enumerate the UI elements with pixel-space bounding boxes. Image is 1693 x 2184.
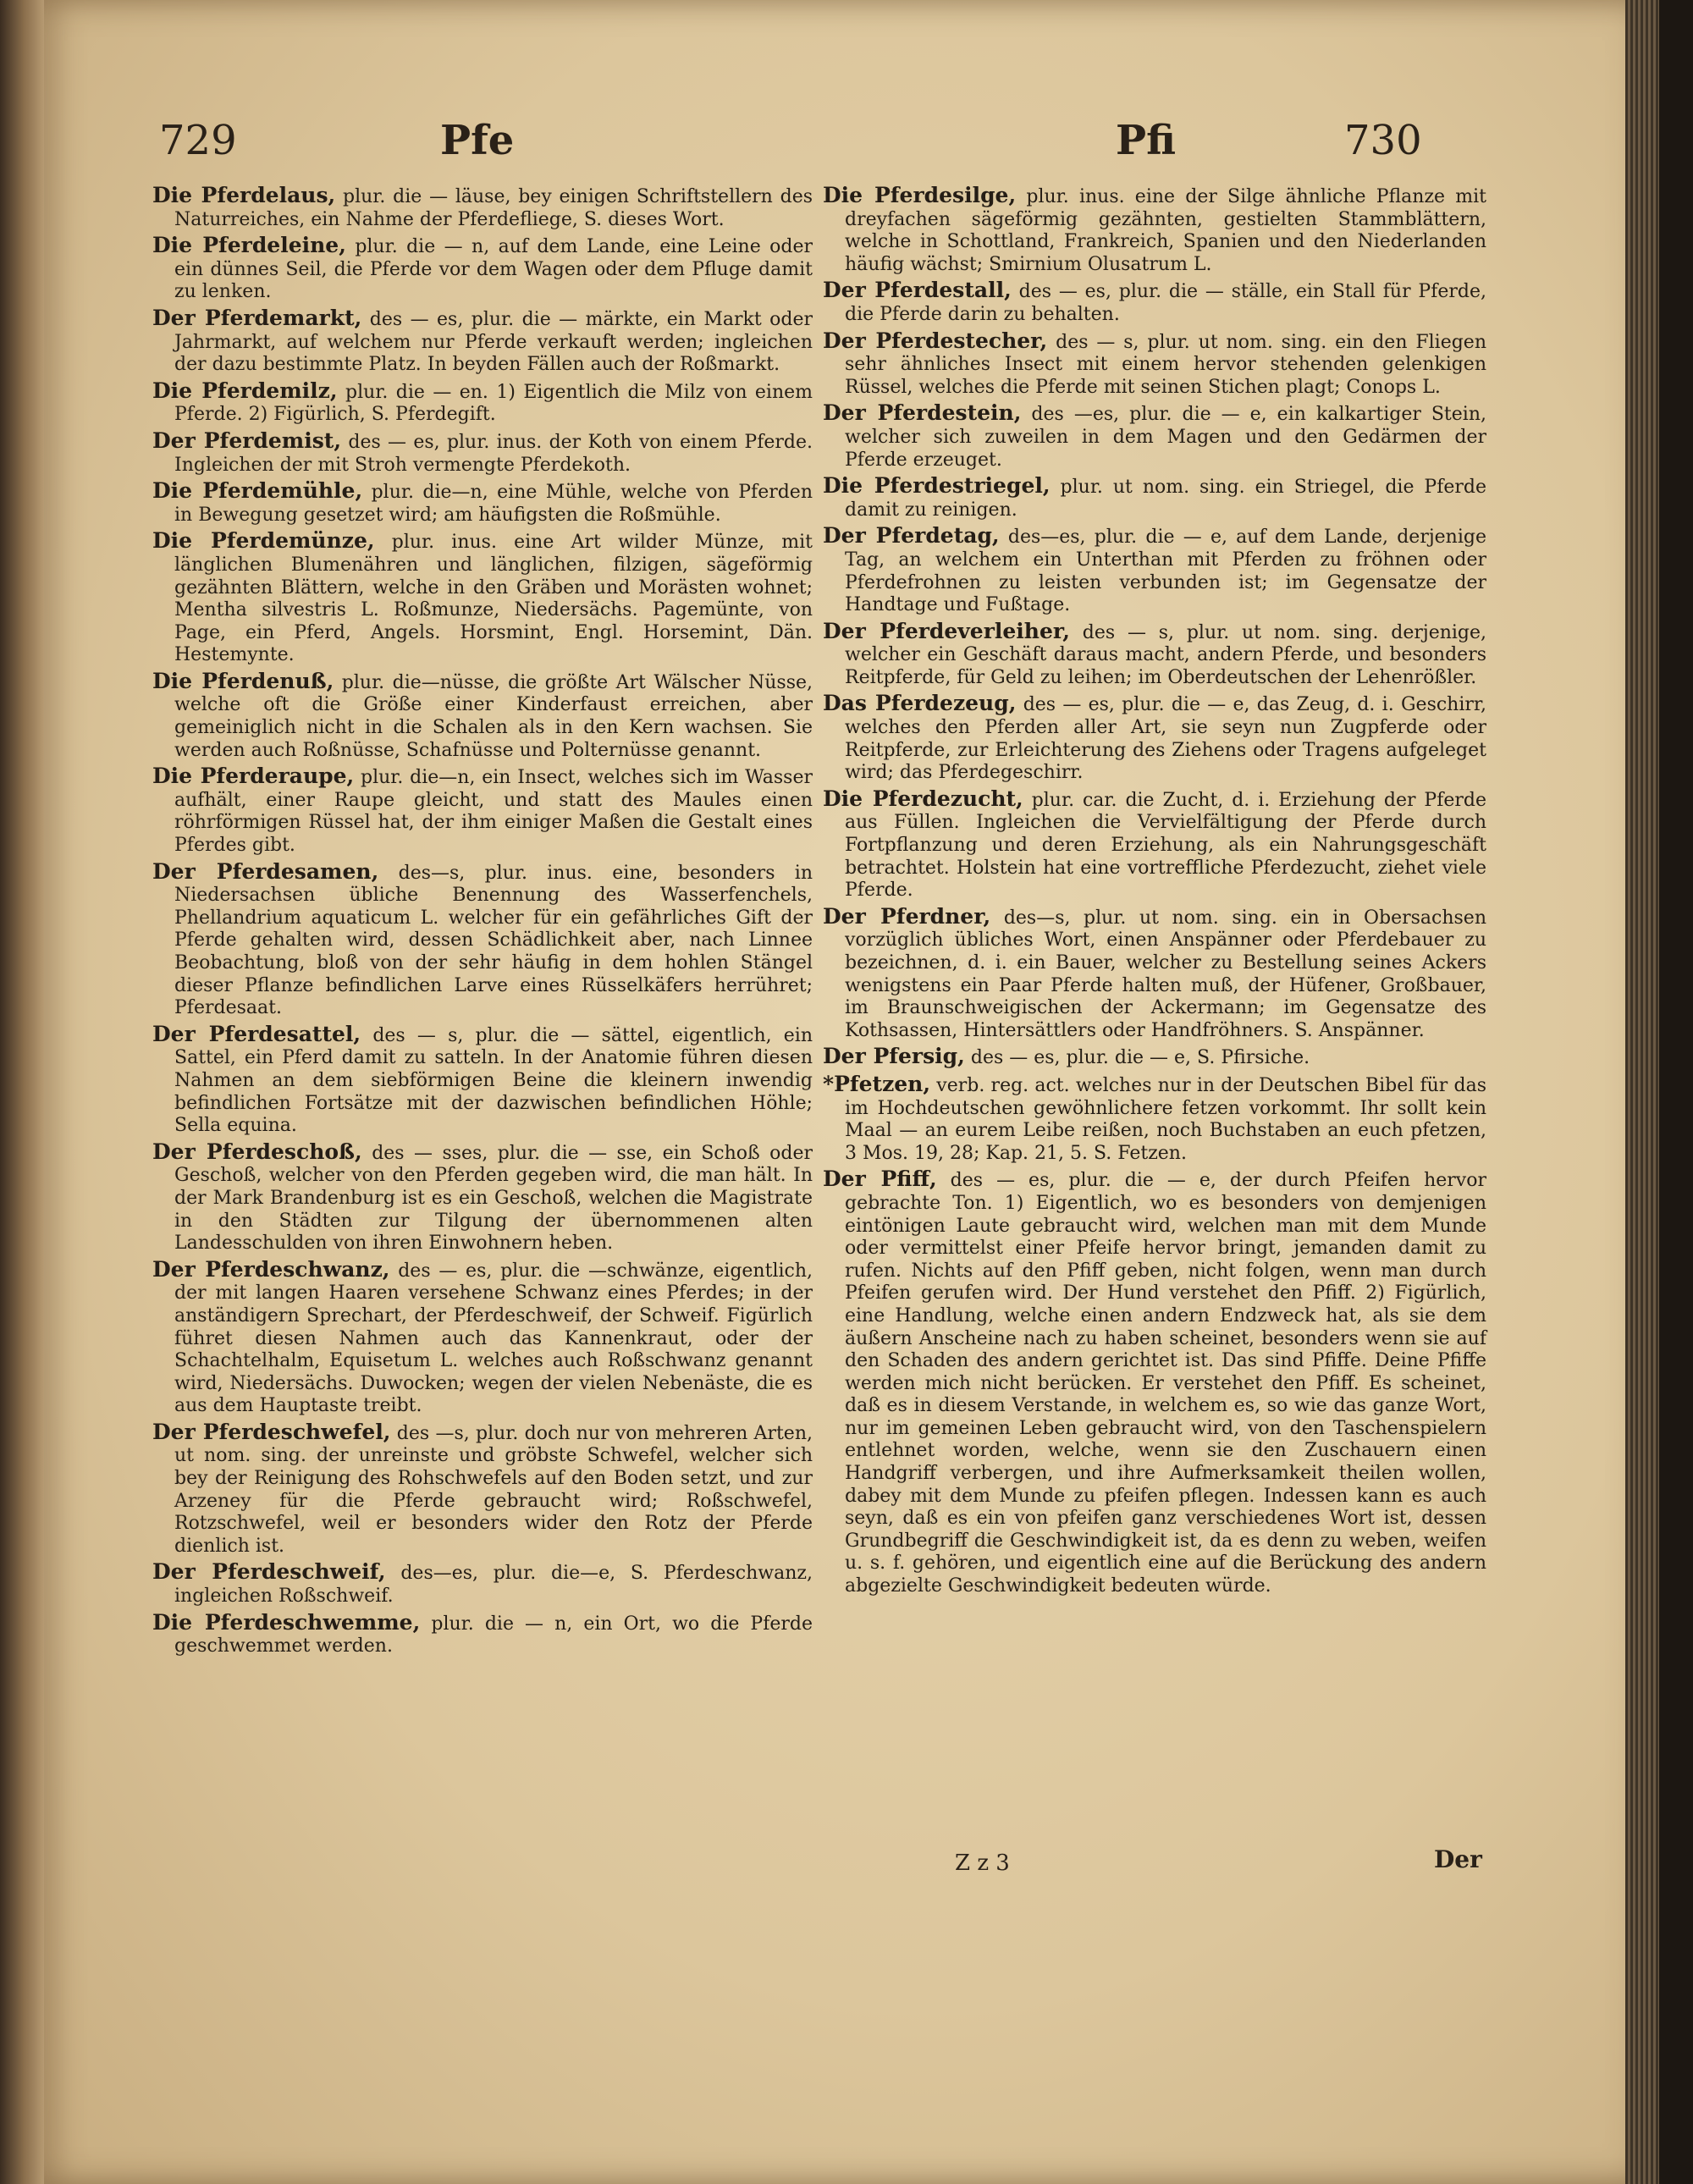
entry-headword: Die Pferdestriegel, bbox=[823, 473, 1051, 499]
entry-text: des—s, plur. ut nom. sing. ein in Obersachsen vorzüglich übliches Wort, einen Anspänner oder Pferdebauer zu bezeichnen, d. i. ein Bauer, welcher zu Bestellung seines Ackers wenigstens ein Paar Pferde halten muß, der Hüfener, Großbauer, im Braunschweigischen der Ackermann; im Gegensatze des Kothsassen, Hintersättlers oder Handfröhners. S. Anspänner. bbox=[845, 907, 1486, 1041]
entry-text: des —es, plur. die — e, ein kalkartiger Stein, welcher sich zuweilen in dem Magen und den Gedärmen der Pferde erzeuget. bbox=[845, 404, 1486, 471]
entry-headword: Der Pferdemarkt, bbox=[152, 305, 362, 330]
entry-text: des — s, plur. ut nom. sing. ein den Fliegen sehr ähnliches Insect mit einem hervor stehenden gelenkigen Rüssel, welches die Pferde mit seinen Stichen plagt; Conops L. bbox=[845, 331, 1486, 398]
entry-headword: Der Pferdeschweif, bbox=[152, 1559, 386, 1585]
signature-mark: Z z 3 bbox=[955, 1850, 1010, 1876]
dictionary-entry bbox=[823, 1045, 1486, 1070]
entry-text: des — s, plur. ut nom. sing. derjenige, welcher ein Geschäft daraus macht, andern Pferde, und besonders Reitpferde, für Geld zu leihen; im Oberdeutschen der Lehenrößler. bbox=[845, 621, 1487, 688]
entry-text: plur. die — en. 1) Eigentlich die Milz von einem Pferde. 2) Figürlich, S. Pferdegift. bbox=[174, 381, 813, 426]
entry-text: des — es, plur. die — ställe, ein Stall für Pferde, die Pferde darin zu behalten. bbox=[845, 281, 1486, 325]
dictionary-entry bbox=[823, 903, 1486, 1043]
book-spine-shadow bbox=[0, 0, 44, 2184]
dictionary-entry bbox=[152, 234, 813, 304]
entry-text: des—es, plur. die—e, S. Pferdeschwanz, ingleichen Roßschweif. bbox=[174, 1563, 813, 1608]
dictionary-entry bbox=[823, 330, 1486, 400]
dictionary-entry bbox=[152, 307, 813, 377]
entry-headword: Die Pferdesilge, bbox=[823, 183, 1017, 207]
dictionary-entry bbox=[152, 480, 813, 527]
entry-text: plur. die—n, ein Insect, welches sich im Wasser aufhält, einer Raupe gleicht, und statt des Maules einen röhrförmigen Rüssel hat, der ihm einiger Maßen die Gestalt eines Pferdes gibt. bbox=[174, 767, 813, 857]
entry-text: des — es, plur. die — e, der durch Pfeifen hervor gebrachte Ton. 1) Eigentlich, wo es besonders von demjenigen eintönigen Laute gebraucht wird, welchen man mit dem Munde oder vermittelst einer Pfeife hervor bringt, jemanden damit zu rufen. Nichts auf den Pfiff geben, nicht folgen, wenn man durch Pfeifen gerufen wird. Der Hund verstehet den Pfiff. 2) Figürlich, eine Handlung, welche einen andern Endzweck hat, als sie dem äußern Anscheine nach zu haben scheinet, besonders wenn sie auf den Schaden des andern gerichtet ist. Das sind Pfiffe. Deine Pfiffe werden mich nicht berücken. Er verstehet den Pfiff. Es scheinet, daß es in diesem Verstande, in welchem es, so wie das ganze Wort, nur im gemeinen Leben gebraucht wird, von den Taschenspielern entlehnet worden, welche, wenn sie den Zuschauern einen Handgriff verbergen, und ihre Aufmerksamkeit theilen wollen, dabey mit dem Munde zu pfeifen pflegen. Indessen kann es auch seyn, daß es ein von pfeifen ganz verschiedenes Wort ist, dessen Grundbegriff die Geschwindigkeit ist, da es denn zu weben, weifen u. s. f. gehören, und eigentlich eine auf die Berückung des andern abgezielte Geschwindigkeit bedeuten würde. bbox=[845, 1170, 1486, 1597]
entry-text: des — es, plur. die — märkte, ein Markt oder Jahrmarkt, auf welchem nur Pferde verkauft werden; ingleichen der dazu bestimmte Platz. In beyden Fällen auch der Roßmarkt. bbox=[174, 308, 813, 376]
entry-text: plur. inus. eine Art wilder Münze, mit länglichen Blumenähren und länglichen, filzigen, sägeförmig gezähnten Blättern, welche in den Gräben und Morästen wohnet; Mentha silvestris L. Roßmunze, Niedersächs. Pagemünte, von Page, ein Pferd, Angels. Horsmint, Engl. Horsemint, Dän. Hestemynte. bbox=[174, 532, 813, 666]
dictionary-entry bbox=[152, 670, 813, 762]
entry-headword: Die Pferderaupe, bbox=[152, 764, 355, 789]
entry-text: des —s, plur. doch nur von mehreren Arten, ut nom. sing. der unreinste und gröbste Schwefel, welcher sich bey der Reinigung des Rohschwefels auf den Boden setzt, und zur Arzeney für die Pferde gebraucht wird; Roßschwefel, Rotzschwefel, weil er besonders wider den Rotz der Pferde dienlich ist. bbox=[174, 1422, 813, 1557]
entry-headword: Die Pferdenuß, bbox=[152, 668, 334, 693]
entry-headword: Der Pferdesamen, bbox=[152, 858, 379, 884]
entry-text: plur. car. die Zucht, d. i. Erziehung der Pferde aus Füllen. Ingleichen die Vervielfältigung der Pferde durch Fortpflanzung und deren Erziehung, als ein Nahrungsgeschäft betrachtet. Holstein hat eine vortreffliche Pferdezucht, ziehet viele Pferde. bbox=[845, 789, 1486, 902]
dictionary-entry bbox=[152, 530, 813, 667]
entry-headword: Der Pferdestein, bbox=[823, 400, 1022, 426]
entry-text: des — s, plur. die — sättel, eigentlich, ein Sattel, ein Pferd damit zu satteln. In der Anatomie führen diesen Nahmen an dem siebförmigen Beine die kleinern inwendig befindlichen Fortsätze mit der dazwischen befindlichen Höhle; Sella equina. bbox=[174, 1024, 813, 1137]
dictionary-entry bbox=[823, 475, 1486, 521]
entry-headword: Der Pferdeverleiher, bbox=[823, 618, 1070, 643]
entry-headword: Die Pferdemünze, bbox=[152, 528, 375, 554]
left-running-head: Pfe bbox=[440, 117, 515, 164]
entry-headword: Der Pferdestall, bbox=[823, 278, 1012, 303]
dictionary-entry bbox=[823, 525, 1486, 616]
entry-headword: Der Pferdesattel, bbox=[152, 1021, 361, 1046]
entry-headword: Der Pferdeschwefel, bbox=[152, 1419, 391, 1444]
entry-headword: *Pfetzen, bbox=[823, 1071, 931, 1096]
entry-text: des — es, plur. die — e, das Zeug, d. i. Geschirr, welches den Pferden aller Art, sie seyn nun Zugpferde oder Reitpferde, zur Erleichterung des Ziehens oder Tragens aufgeleget wird; das Pferdegeschirr. bbox=[845, 694, 1486, 784]
entry-text: des — es, plur. die — e, S. Pfirsiche. bbox=[970, 1047, 1310, 1069]
entry-text: verb. reg. act. welches nur in der Deutschen Bibel für das im Hochdeutschen gewöhnlichere fetzen vorkommt. Ihr sollt kein Maal — an eurem Leibe reißen, noch Buchstaben an euch pfetzen, 3 Mos. 19, 28; Kap. 21, 5. S. Fetzen. bbox=[845, 1074, 1486, 1164]
entry-headword: Der Pferdemist, bbox=[152, 427, 342, 453]
entry-text: plur. die—n, eine Mühle, welche von Pferden in Bewegung gesetzet wird; am häufigsten die Roßmühle. bbox=[174, 482, 813, 526]
dictionary-entry bbox=[823, 279, 1486, 326]
entry-text: plur. inus. eine der Silge ähnliche Pflanze mit dreyfachen sägeförmig gezähnten, gestielten Stammblättern, welche in Schottland, Frankreich, Spanien und den Niederlanden häufig wächst; Smirnium Olusatrum L. bbox=[845, 186, 1487, 275]
dictionary-entry bbox=[823, 185, 1486, 276]
dictionary-entry bbox=[152, 765, 813, 857]
dictionary-entry bbox=[152, 1023, 813, 1138]
entry-text: des—es, plur. die — e, auf dem Lande, derjenige Tag, an welchem ein Unterthan mit Pferden zu fröhnen oder Pferdefrohnen zu leisten verbunden ist; im Gegensatze der Handtage und Fußtage. bbox=[845, 527, 1486, 616]
entry-text: des — es, plur. die —schwänze, eigentlich, der mit langen Haaren versehene Schwanz eines Pferdes; in der anständigern Sprechart, der Pferdeschweif, der Schweif. Figürlich führet diesen Nahmen auch das Kannenkraut, oder der Schachtelhalm, Equisetum L. welches auch Roßschwanz genannt wird, Niedersächs. Duwocken; wegen der vielen Nebenäste, die es aus dem Hauptaste treibt. bbox=[174, 1260, 813, 1417]
entry-text: plur. die — n, ein Ort, wo die Pferde geschwemmet werden. bbox=[174, 1613, 813, 1657]
dictionary-entry bbox=[823, 1168, 1486, 1597]
entry-text: plur. die — läuse, bey einigen Schriftstellern des Naturreiches, ein Nahme der Pferdefliege, S. dieses Wort. bbox=[174, 186, 813, 230]
entry-headword: Der Pferdetag, bbox=[823, 523, 1000, 549]
left-page-number: 729 bbox=[159, 117, 237, 164]
entry-headword: Das Pferdezeug, bbox=[823, 691, 1017, 716]
page-edge bbox=[1625, 0, 1659, 2184]
entry-text: des — sses, plur. die — sse, ein Schoß oder Geschoß, welcher von den Pferden gegeben wird, die man hält. In der Mark Brandenburg ist es ein Geschoß, welchen die Magistrate in den Städten zur Tilgung der übernommenen alten Landesschulden von ihren Einwohnern heben. bbox=[174, 1142, 813, 1255]
entry-headword: Der Pfiff, bbox=[823, 1166, 937, 1192]
dictionary-entry bbox=[152, 1561, 813, 1608]
entry-headword: Die Pferdeleine, bbox=[152, 233, 346, 258]
dictionary-entry bbox=[152, 1421, 813, 1558]
entry-headword: Die Pferdezucht, bbox=[823, 786, 1023, 811]
left-column bbox=[152, 185, 813, 1662]
dictionary-entry bbox=[823, 692, 1486, 784]
entry-headword: Die Pferdemilz, bbox=[152, 378, 338, 403]
entry-text: des — es, plur. inus. der Koth von einem Pferde. Ingleichen der mit Stroh vermengte Pferdekoth. bbox=[174, 431, 813, 476]
right-column bbox=[823, 185, 1486, 1602]
entry-text: plur. ut nom. sing. ein Striegel, die Pferde damit zu reinigen. bbox=[845, 477, 1487, 521]
dictionary-entry bbox=[152, 858, 813, 1020]
entry-headword: Die Pferdelaus, bbox=[152, 183, 336, 207]
entry-headword: Die Pferdeschwemme, bbox=[152, 1609, 421, 1635]
catchword: Der bbox=[1434, 1845, 1482, 1873]
entry-headword: Die Pferdemühle, bbox=[152, 478, 363, 504]
entry-text: plur. die—nüsse, die größte Art Wälscher Nüsse, welche oft die Größe einer Kinderfaust erreichen, aber gemeiniglich nicht in die Schalen als in den Kern wachsen. Sie werden auch Roßnüsse, Schafnüsse und Polternüsse genannt. bbox=[174, 671, 813, 761]
dictionary-entry bbox=[823, 1073, 1486, 1165]
entry-headword: Der Pferdner, bbox=[823, 903, 991, 929]
entry-headword: Der Pfersig, bbox=[823, 1044, 965, 1069]
entry-text: plur. die — n, auf dem Lande, eine Leine oder ein dünnes Seil, die Pferde vor dem Wagen oder dem Pfluge damit zu lenken. bbox=[174, 236, 813, 303]
entry-headword: Der Pferdeschoß, bbox=[152, 1139, 362, 1164]
right-running-head: Pfi bbox=[1116, 117, 1176, 164]
right-page-number: 730 bbox=[1344, 117, 1422, 164]
dictionary-entry bbox=[152, 1141, 813, 1255]
entry-text: des—s, plur. inus. eine, besonders in Niedersachsen übliche Benennung des Wasserfenchels, Phellandrium aquaticum L. welcher für ein gefährliches Gift der Pferde gehalten wird, dessen Schädlichkeit aber, nach Linnee Beobachtung, bloß von der sehr häufig in dem hohlen Stängel dieser Pflanze befindlichen Larve eines Rüsselkäfers herrühret; Pferdesaat. bbox=[174, 862, 813, 1019]
dictionary-entry bbox=[823, 788, 1486, 902]
entry-headword: Der Pferdeschwanz, bbox=[152, 1256, 390, 1282]
dictionary-entry bbox=[152, 380, 813, 427]
dictionary-entry bbox=[152, 1256, 813, 1418]
entry-headword: Der Pferdestecher, bbox=[823, 328, 1048, 353]
dictionary-entry bbox=[152, 1609, 813, 1658]
dictionary-entry bbox=[152, 185, 813, 231]
dictionary-entry bbox=[823, 402, 1486, 472]
dictionary-entry bbox=[823, 620, 1486, 690]
dictionary-entry bbox=[152, 427, 813, 477]
